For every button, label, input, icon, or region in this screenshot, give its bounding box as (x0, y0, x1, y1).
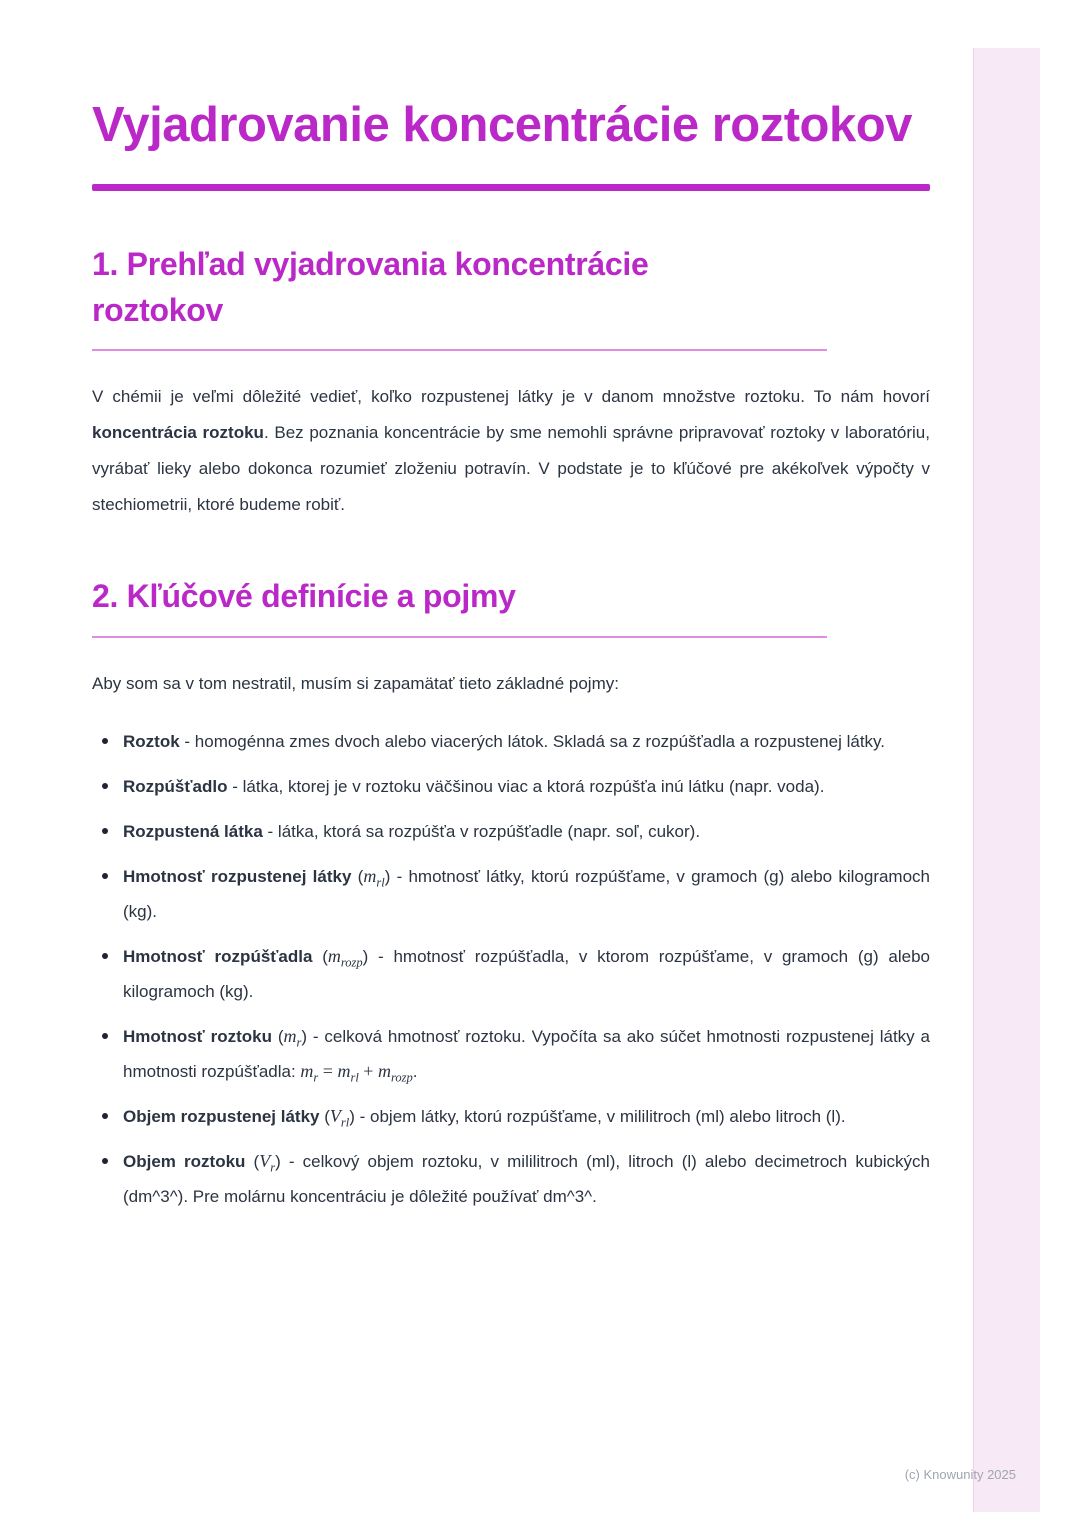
definition-item-hmotnost-rozpustadla: Hmotnosť rozpúšťadla $(m_{rozp})$ - hmotnosť rozpúšťadla, v ktorom rozpúšťame, v gramoch (g) alebo kilogramoch (kg). (92, 939, 930, 1009)
title-divider (92, 184, 930, 191)
math-symbol: $m_{rozp}$ (327, 945, 363, 970)
definition-item-objem-rozpustenej-latky: Objem rozpustenej látky $(V_{rl})$ - objem látky, ktorú rozpúšťame, v mililitroch (ml) alebo litroch (l). (92, 1099, 930, 1134)
definition-item-rozpustena-latka: Rozpustená látka - látka, ktorá sa rozpúšťa v rozpúšťadle (napr. soľ, cukor). (92, 814, 930, 849)
definition-item-objem-roztoku: Objem roztoku $(V_r)$ - celkový objem roztoku, v mililitroch (ml), litroch (l) alebo decimetroch kubických (dm^3^). Pre molárnu koncentráciu je dôležité používať dm^3^. (92, 1144, 930, 1214)
section-2-heading: 2. Kľúčové definície a pojmy (92, 578, 516, 615)
definition-item-roztok: Roztok - homogénna zmes dvoch alebo viacerých látok. Skladá sa z rozpúšťadla a rozpustenej látky. (92, 724, 930, 759)
side-accent-band (973, 48, 1040, 1512)
definitions-list (92, 724, 930, 1214)
math-symbol: $V_r$ (259, 1150, 276, 1175)
section-1-paragraph: V chémii je veľmi dôležité vedieť, koľko rozpustenej látky je v danom množstve roztoku. To nám hovorí koncentrácia roztoku. Bez poznania koncentrácie by sme nemohli správne pripravovať roztoky v laboratóriu, vyrábať lieky alebo dokonca rozumieť zloženiu potravín. V podstate je to kľúčové pre akékoľvek výpočty v stechiometrii, ktoré budeme robiť. (92, 387, 930, 515)
math-symbol: $m_{rl}$ (363, 865, 385, 890)
math-symbol: $m_r$ (300, 1060, 319, 1085)
copyright-notice: (c) Knowunity 2025 (904, 1467, 1016, 1482)
math-symbol: $m_r$ (283, 1025, 302, 1050)
math-symbol: $m_{rozp}$ (377, 1060, 413, 1085)
section-2-divider (92, 636, 827, 638)
document-page (92, 0, 930, 1224)
definition-item-hmotnost-rozpustenej-latky: Hmotnosť rozpustenej látky $(m_{rl})$ - hmotnosť látky, ktorú rozpúšťame, v gramoch (g) alebo kilogramoch (kg). (92, 859, 930, 929)
section-1-heading: 1. Prehľad vyjadrovania koncentrácie roztokov (92, 245, 649, 329)
math-symbol: $m_{rl}$ (337, 1060, 359, 1085)
definition-item-rozpustadlo: Rozpúšťadlo - látka, ktorej je v roztoku väčšinou viac a ktorá rozpúšťa inú látku (napr. voda). (92, 769, 930, 804)
definition-item-hmotnost-roztoku: Hmotnosť roztoku $(m_r)$ - celková hmotnosť roztoku. Vypočíta sa ako súčet hmotnosti rozpustenej látky a hmotnosti rozpúšťadla: $m_r = m_{rl} + m_{rozp}$. (92, 1019, 930, 1089)
section-2-intro: Aby som sa v tom nestratil, musím si zapamätať tieto základné pojmy: (92, 673, 619, 693)
math-symbol: $V_{rl}$ (329, 1105, 350, 1130)
section-1-divider (92, 349, 827, 351)
page-title: Vyjadrovanie koncentrácie roztokov (92, 98, 912, 152)
